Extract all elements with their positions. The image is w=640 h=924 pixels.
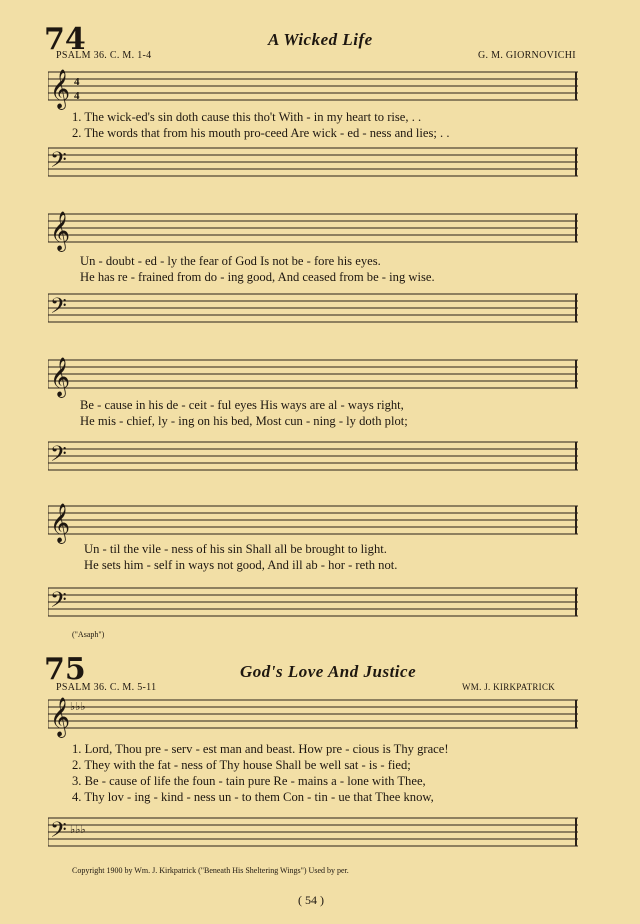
hymn-75-title: God's Love And Justice bbox=[240, 662, 417, 681]
bass-staff-5 bbox=[48, 808, 578, 860]
svg-text:𝄢: 𝄢 bbox=[50, 588, 67, 618]
hymn-74-s4-line2: He sets him - self in ways not good, And ill ab - hor - reth not. bbox=[84, 558, 398, 572]
copyright-note: Copyright 1900 by Wm. J. Kirkpatrick ("Beneath His Sheltering Wings") Used by per. bbox=[72, 866, 349, 875]
hymn-75-line1: 1. Lord, Thou pre - serv - est man and beast. How pre - cious is Thy grace! bbox=[72, 742, 449, 756]
svg-text:𝄢: 𝄢 bbox=[50, 818, 67, 848]
hymn-74-s3-line2: He mis - chief, ly - ing on his bed, Most cun - ning - ly doth plot; bbox=[80, 414, 408, 428]
svg-text:𝄞: 𝄞 bbox=[50, 357, 71, 397]
page-number: ( 54 ) bbox=[298, 893, 324, 907]
svg-text:𝄢: 𝄢 bbox=[50, 148, 67, 178]
hymn-74-s1-line2: 2. The words that from his mouth pro-ceed Are wick - ed - ness and lies; . . bbox=[72, 126, 450, 140]
svg-text:𝄞: 𝄞 bbox=[50, 211, 71, 251]
hymn-75-meter: PSALM 36. C. M. 5-11 bbox=[56, 682, 157, 693]
bass-staff-3 bbox=[48, 432, 578, 484]
svg-text:4: 4 bbox=[74, 76, 80, 88]
hymn-74-s1-line1: 1. The wick-ed's sin doth cause this tho't With - in my heart to rise, . . bbox=[72, 110, 422, 124]
treble-staff-2 bbox=[48, 204, 578, 256]
svg-text:𝄞: 𝄞 bbox=[50, 503, 71, 543]
hymn-74-s4-line1: Un - til the vile - ness of his sin Shall all be brought to light. bbox=[84, 542, 387, 556]
hymn-74-meter: PSALM 36. C. M. 1-4 bbox=[56, 50, 152, 61]
hymn-74-s3-line1: Be - cause in his de - ceit - ful eyes His ways are al - ways right, bbox=[80, 398, 404, 412]
hymn-74-number: 74 bbox=[44, 22, 86, 57]
treble-staff-3 bbox=[48, 350, 578, 402]
hymn-74-s2-line2: He has re - frained from do - ing good, And ceased from be - ing wise. bbox=[80, 270, 435, 284]
hymn-75-composer: WM. J. KIRKPATRICK bbox=[462, 682, 556, 692]
hymn-75-line2: 2. They with the fat - ness of Thy house Shall be well sat - is - fied; bbox=[72, 758, 411, 772]
hymn-74-tune-note: ("Asaph") bbox=[72, 630, 105, 639]
svg-text:𝄢: 𝄢 bbox=[50, 294, 67, 324]
bass-staff-4 bbox=[48, 578, 578, 630]
hymn-75-number: 75 bbox=[44, 652, 86, 687]
svg-text:𝄞: 𝄞 bbox=[50, 69, 71, 109]
treble-staff-5 bbox=[48, 690, 578, 742]
svg-text:♭♭♭: ♭♭♭ bbox=[70, 701, 86, 713]
bass-staff-1 bbox=[48, 138, 578, 190]
treble-staff-1 bbox=[48, 62, 578, 114]
svg-text:♭♭♭: ♭♭♭ bbox=[70, 824, 86, 836]
svg-text:𝄢: 𝄢 bbox=[50, 442, 67, 472]
svg-text:𝄞: 𝄞 bbox=[50, 697, 71, 737]
hymn-75-line4: 4. Thy lov - ing - kind - ness un - to them Con - tin - ue that Thee know, bbox=[72, 790, 434, 804]
hymn-75-line3: 3. Be - cause of life the foun - tain pure Re - mains a - lone with Thee, bbox=[72, 774, 426, 788]
svg-text:4: 4 bbox=[74, 90, 80, 102]
treble-staff-4 bbox=[48, 496, 578, 548]
hymn-74-composer: G. M. GIORNOVICHI bbox=[478, 50, 576, 61]
hymn-74-title: A Wicked Life bbox=[268, 30, 373, 49]
bass-staff-2 bbox=[48, 284, 578, 336]
hymn-74-s2-line1: Un - doubt - ed - ly the fear of God Is not be - fore his eyes. bbox=[80, 254, 381, 268]
